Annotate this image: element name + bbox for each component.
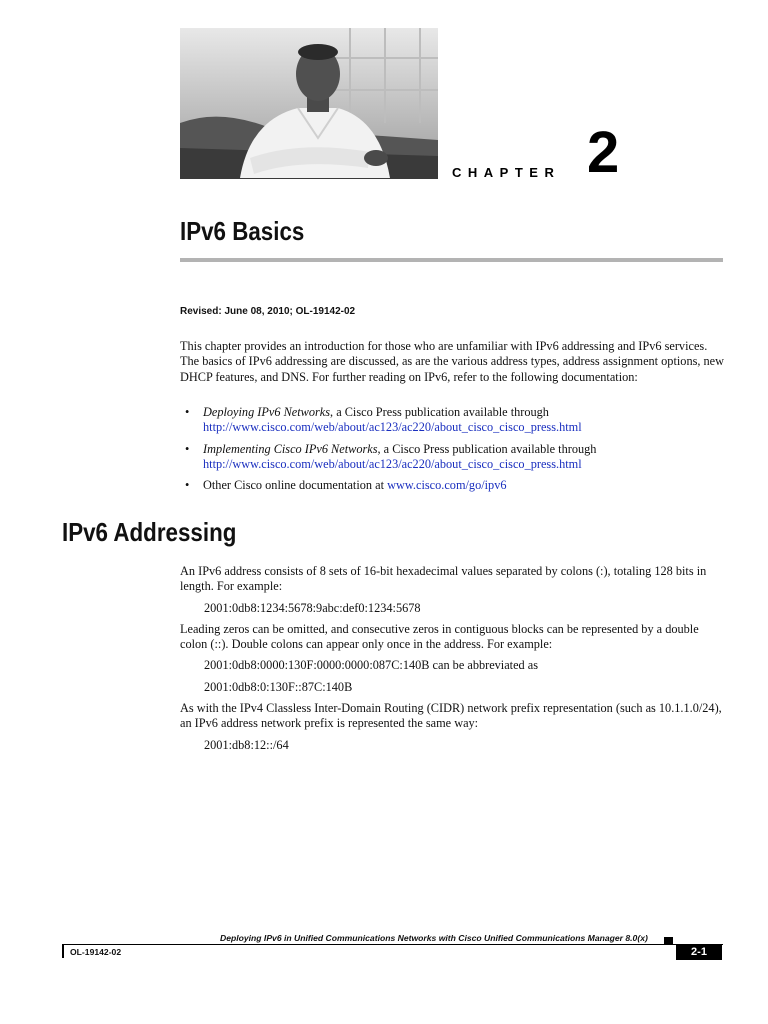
list-item [180,478,725,493]
chapter-photo [180,28,438,179]
book-title: Implementing Cisco IPv6 Networks [203,441,378,456]
address-example: 2001:db8:12::/64 [204,738,289,752]
book-title: Deploying IPv6 Networks [203,405,331,419]
reference-link[interactable]: www.cisco.com/go/ipv6 [387,478,507,493]
paragraph: An IPv6 address consists of 8 sets of 16-bit hexadecimal values separated by colons (:), totaling 128 bits in length. For example: [180,564,707,594]
title-rule [180,258,723,262]
section-title: IPv6 Addressing [62,517,237,547]
footer-rule [62,944,723,945]
footer-document-title: Deploying IPv6 in Unified Communications Networks with Cisco Unified Communications Manager 8.0(x) [220,933,648,943]
list-item [180,442,725,473]
intro-paragraph: This chapter provides an introduction for those who are unfamiliar with IPv6 addressing and IPv6 services. The basics of IPv6 addressing are discussed, as are the various address types, address assignment options, new DHCP features, and DNS. For further reading on IPv6, refer to the following documentation: [180,339,725,384]
revision-line: Revised: June 08, 2010; OL-19142-02 [180,306,356,317]
bullet-icon: • [185,478,190,493]
list-item-text: , a Cisco Press publication available through [330,405,549,419]
reference-link[interactable]: http://www.cisco.com/web/about/ac123/ac220/about_cisco_cisco_press.html [203,420,582,435]
list-item-text: Other Cisco online documentation at [203,478,388,493]
paragraph: Leading zeros can be omitted, and consecutive zeros in contiguous blocks can be represented by a double colon (::). Double colons can appear only once in the address. For example: [180,622,699,652]
reference-link[interactable]: http://www.cisco.com/web/about/ac123/ac220/about_cisco_cisco_press.html [203,456,582,471]
paragraph: As with the IPv4 Classless Inter-Domain Routing (CIDR) network prefix representation (such as 10.1.1.0/24), an IPv6 address network prefix is represented the same way: [180,701,722,731]
list-item [180,405,725,436]
reference-list [180,405,725,499]
footer-document-number: OL-19142-02 [70,947,122,957]
address-example: 2001:0db8:0000:130F:0000:0000:087C:140B can be abbreviated as [204,658,539,672]
bullet-icon: • [185,441,190,456]
list-item-text: , a Cisco Press publication available through [377,441,597,456]
address-example: 2001:0db8:1234:5678:9abc:def0:1234:5678 [204,601,421,615]
footer-tick [62,944,64,958]
chapter-label: CHAPTER [452,165,561,180]
page-number: 2-1 [676,945,722,960]
chapter-number: 2 [587,120,620,185]
address-example: 2001:0db8:0:130F::87C:140B [204,680,353,694]
chapter-title: IPv6 Basics [180,216,305,246]
bullet-icon: • [185,405,190,419]
